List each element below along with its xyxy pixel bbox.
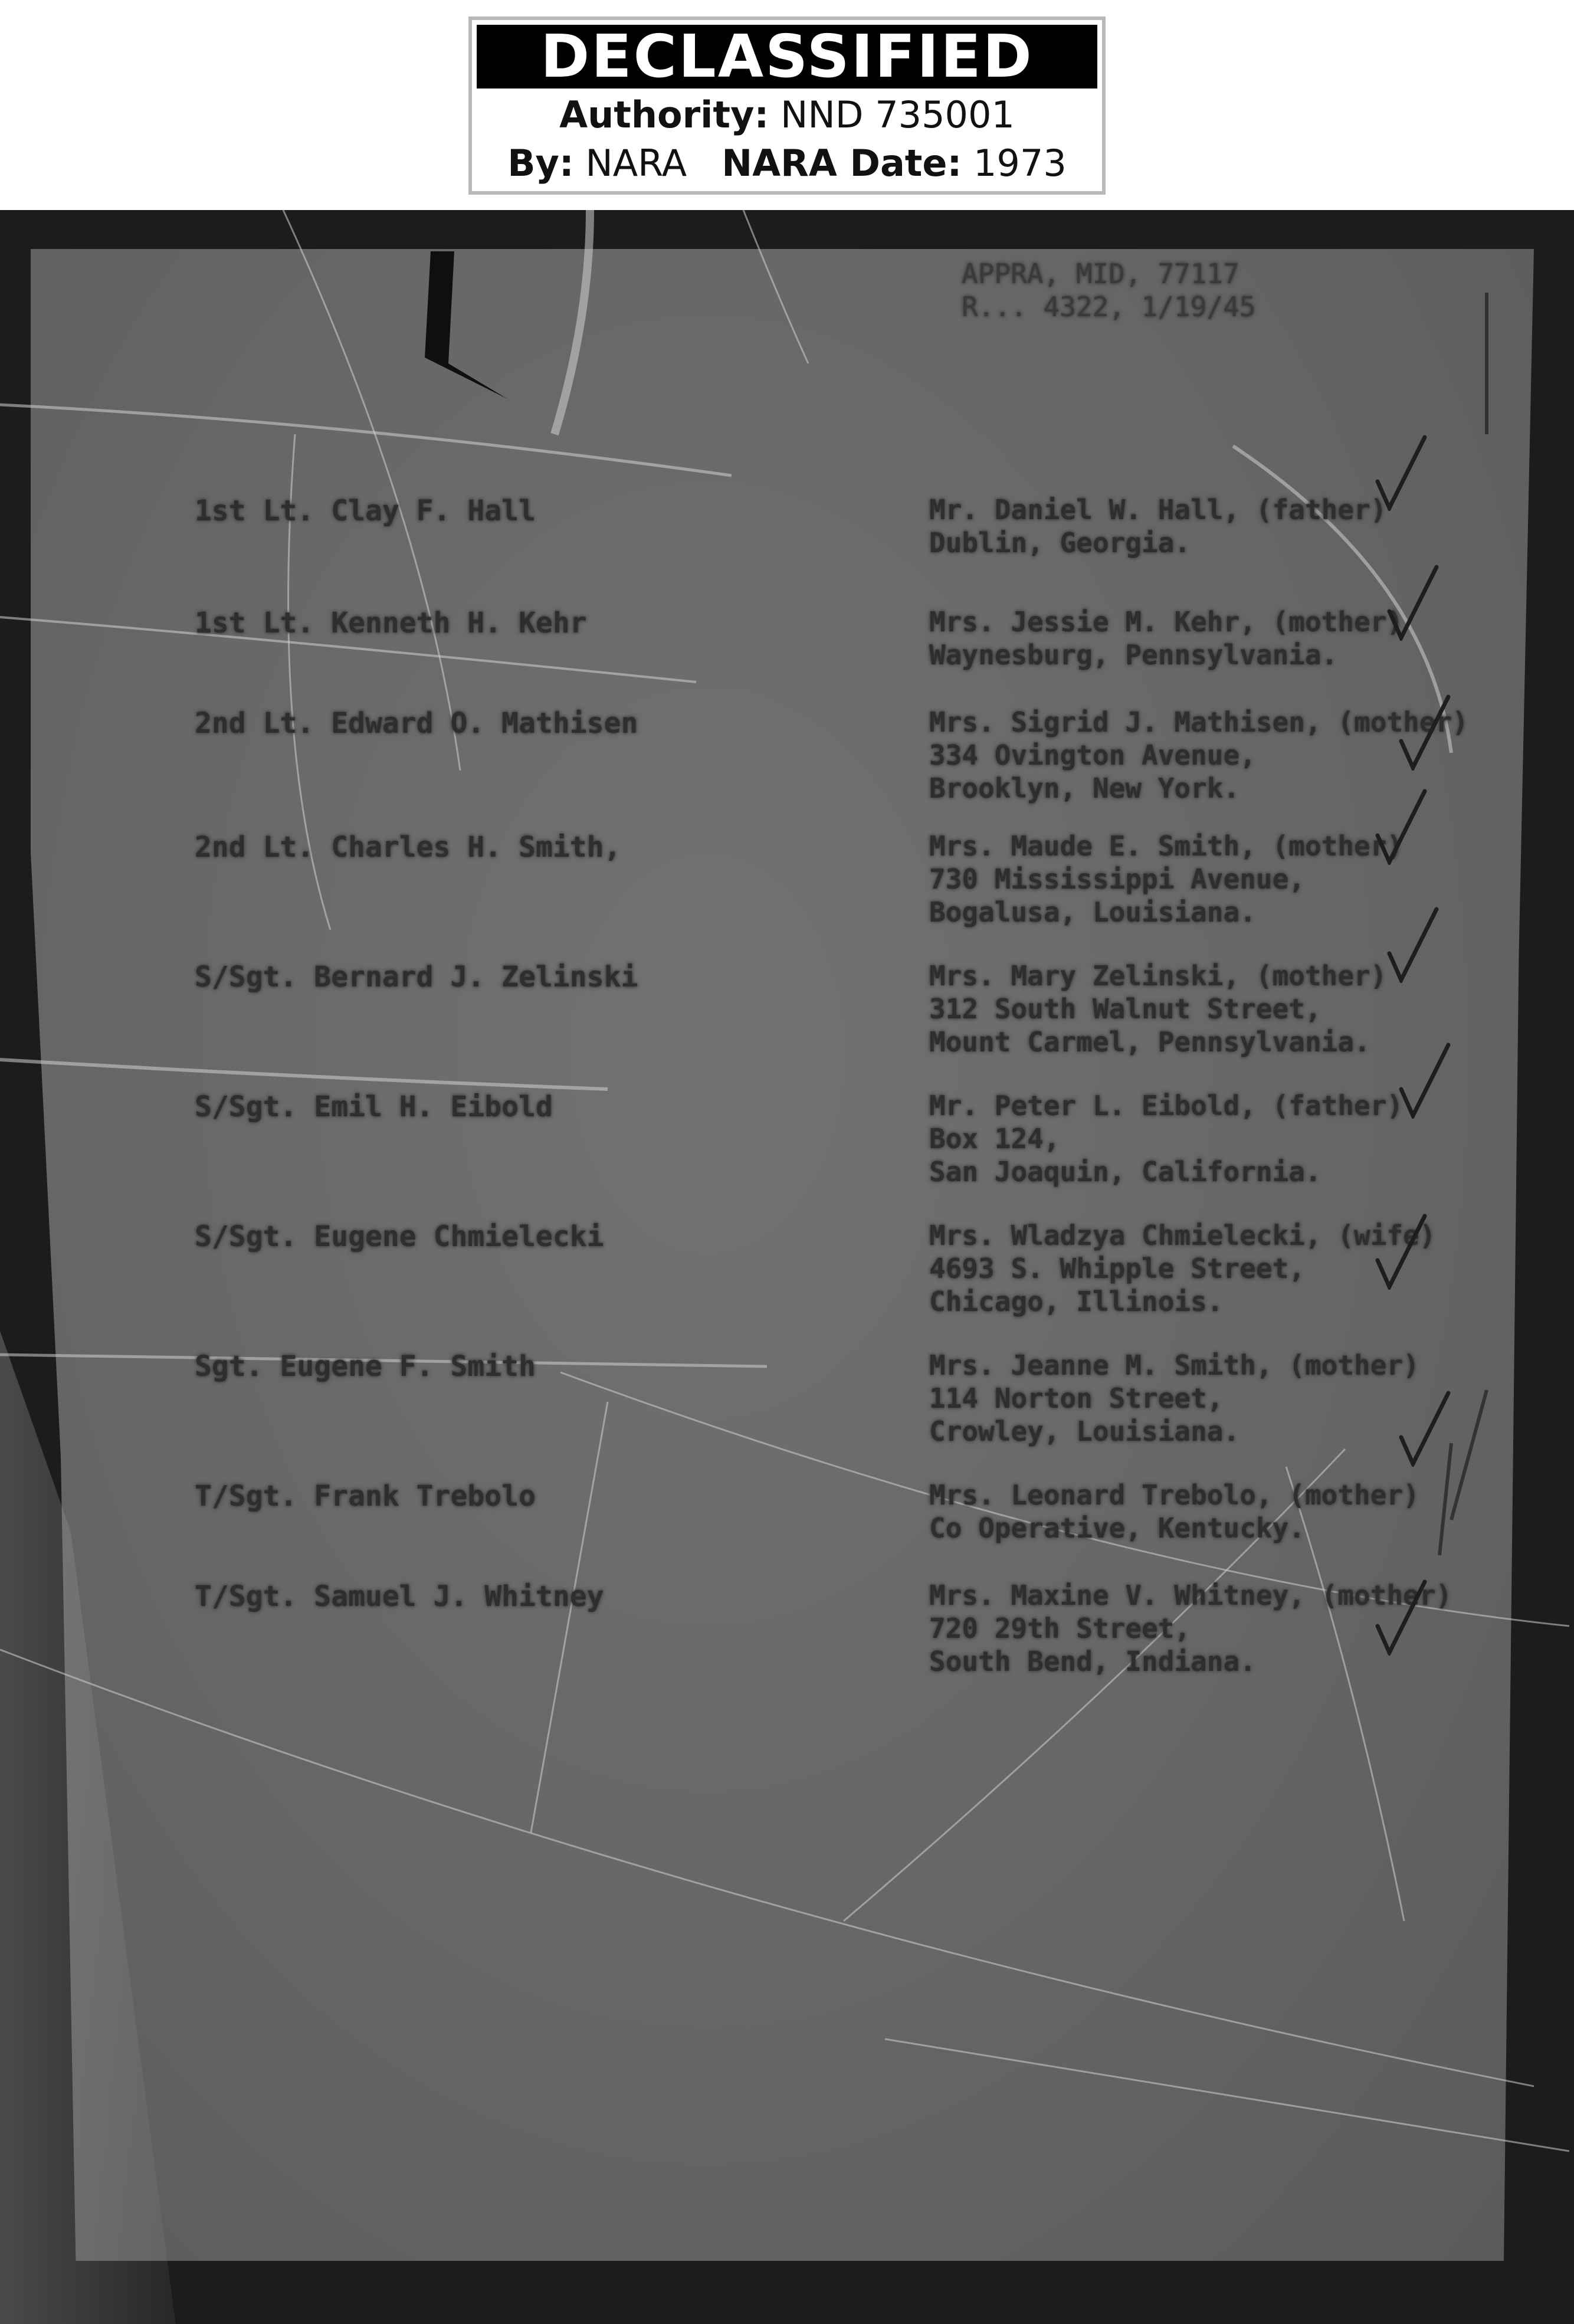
rank-name: Sgt. Eugene F. Smith bbox=[195, 1350, 536, 1383]
rank-name: S/Sgt. Bernard J. Zelinski bbox=[195, 961, 638, 994]
stamp-date-value: 1973 bbox=[973, 142, 1067, 185]
next-of-kin-address bbox=[929, 605, 1403, 671]
next-of-kin-address bbox=[929, 1089, 1403, 1188]
check-mark-icon bbox=[1375, 788, 1428, 865]
address-line: 720 29th Street, bbox=[929, 1612, 1191, 1644]
address-line: Mrs. Maude E. Smith, (mother) bbox=[929, 830, 1404, 862]
rank-name: 2nd Lt. Charles H. Smith, bbox=[195, 831, 621, 864]
scanned-sheet bbox=[0, 210, 1574, 2324]
rank-name: T/Sgt. Samuel J. Whitney bbox=[195, 1580, 604, 1613]
address-line: Mr. Peter L. Eibold, (father) bbox=[929, 1090, 1404, 1122]
next-of-kin-address bbox=[929, 1349, 1419, 1448]
address-line: Mrs. Leonard Trebolo, (mother) bbox=[929, 1479, 1419, 1511]
address-line: Mrs. Jeanne M. Smith, (mother) bbox=[929, 1349, 1419, 1381]
address-line: Chicago, Illinois. bbox=[929, 1286, 1224, 1317]
address-line: Co Operative, Kentucky. bbox=[929, 1512, 1305, 1544]
stamp-by-value: NARA bbox=[585, 142, 687, 185]
check-mark-icon bbox=[1375, 1579, 1428, 1656]
address-line: Brooklyn, New York. bbox=[929, 772, 1240, 804]
check-mark-icon bbox=[1398, 1042, 1451, 1119]
address-line: Box 124, bbox=[929, 1123, 1060, 1155]
address-line: 730 Mississippi Avenue, bbox=[929, 863, 1305, 895]
stamp-by-line bbox=[472, 142, 1102, 185]
check-mark-icon bbox=[1398, 694, 1451, 771]
next-of-kin-address bbox=[929, 1579, 1452, 1678]
address-line: 312 South Walnut Street, bbox=[929, 993, 1321, 1025]
rank-name: S/Sgt. Eugene Chmielecki bbox=[195, 1220, 604, 1253]
rank-name: 1st Lt. Kenneth H. Kehr bbox=[195, 607, 587, 640]
file-reference-line: APPRA, MID, 77117 bbox=[962, 258, 1239, 290]
stamp-title: DECLASSIFIED bbox=[477, 25, 1097, 88]
rank-name: S/Sgt. Emil H. Eibold bbox=[195, 1090, 553, 1123]
check-mark-icon bbox=[1375, 1213, 1428, 1290]
next-of-kin-address bbox=[929, 493, 1386, 559]
stamp-authority-label: Authority: bbox=[559, 93, 769, 136]
roster-list bbox=[0, 210, 1574, 2324]
address-line: Waynesburg, Pennsylvania. bbox=[929, 639, 1338, 671]
rank-name: 1st Lt. Clay F. Hall bbox=[195, 494, 536, 527]
rank-name: 2nd Lt. Edward O. Mathisen bbox=[195, 707, 638, 740]
address-line: 334 Ovington Avenue, bbox=[929, 739, 1256, 771]
address-line: 114 Norton Street, bbox=[929, 1382, 1224, 1414]
address-line: San Joaquin, California. bbox=[929, 1156, 1321, 1188]
next-of-kin-address bbox=[929, 1219, 1436, 1318]
stamp-authority-line bbox=[472, 93, 1102, 136]
address-line: Mrs. Maxine V. Whitney, (mother) bbox=[929, 1579, 1452, 1611]
address-line: Mount Carmel, Pennsylvania. bbox=[929, 1026, 1370, 1058]
declassified-stamp bbox=[468, 17, 1106, 195]
check-mark-icon bbox=[1375, 434, 1428, 511]
address-line: South Bend, Indiana. bbox=[929, 1646, 1256, 1677]
address-line: Crowley, Louisiana. bbox=[929, 1415, 1240, 1447]
address-line: Mrs. Mary Zelinski, (mother) bbox=[929, 960, 1387, 992]
next-of-kin-address bbox=[929, 830, 1403, 929]
address-line: Mrs. Jessie M. Kehr, (mother) bbox=[929, 606, 1404, 638]
address-line: Mrs. Wladzya Chmielecki, (wife) bbox=[929, 1220, 1436, 1251]
rank-name: T/Sgt. Frank Trebolo bbox=[195, 1480, 536, 1513]
address-line: Mrs. Sigrid J. Mathisen, (mother) bbox=[929, 706, 1468, 738]
address-line: Mr. Daniel W. Hall, (father) bbox=[929, 494, 1387, 526]
check-mark-icon bbox=[1398, 1390, 1451, 1467]
address-line: 4693 S. Whipple Street, bbox=[929, 1253, 1305, 1284]
file-reference-line: R... 4322, 1/19/45 bbox=[962, 291, 1256, 323]
check-mark-icon bbox=[1386, 906, 1439, 983]
stamp-by-label: By: bbox=[507, 142, 574, 185]
address-line: Bogalusa, Louisiana. bbox=[929, 896, 1256, 928]
stamp-authority-value: NND 735001 bbox=[781, 93, 1015, 136]
stamp-date-label: NARA Date: bbox=[722, 142, 962, 185]
next-of-kin-address bbox=[929, 959, 1386, 1058]
check-mark-icon bbox=[1386, 564, 1439, 641]
address-line: Dublin, Georgia. bbox=[929, 527, 1191, 559]
next-of-kin-address bbox=[929, 1479, 1419, 1545]
